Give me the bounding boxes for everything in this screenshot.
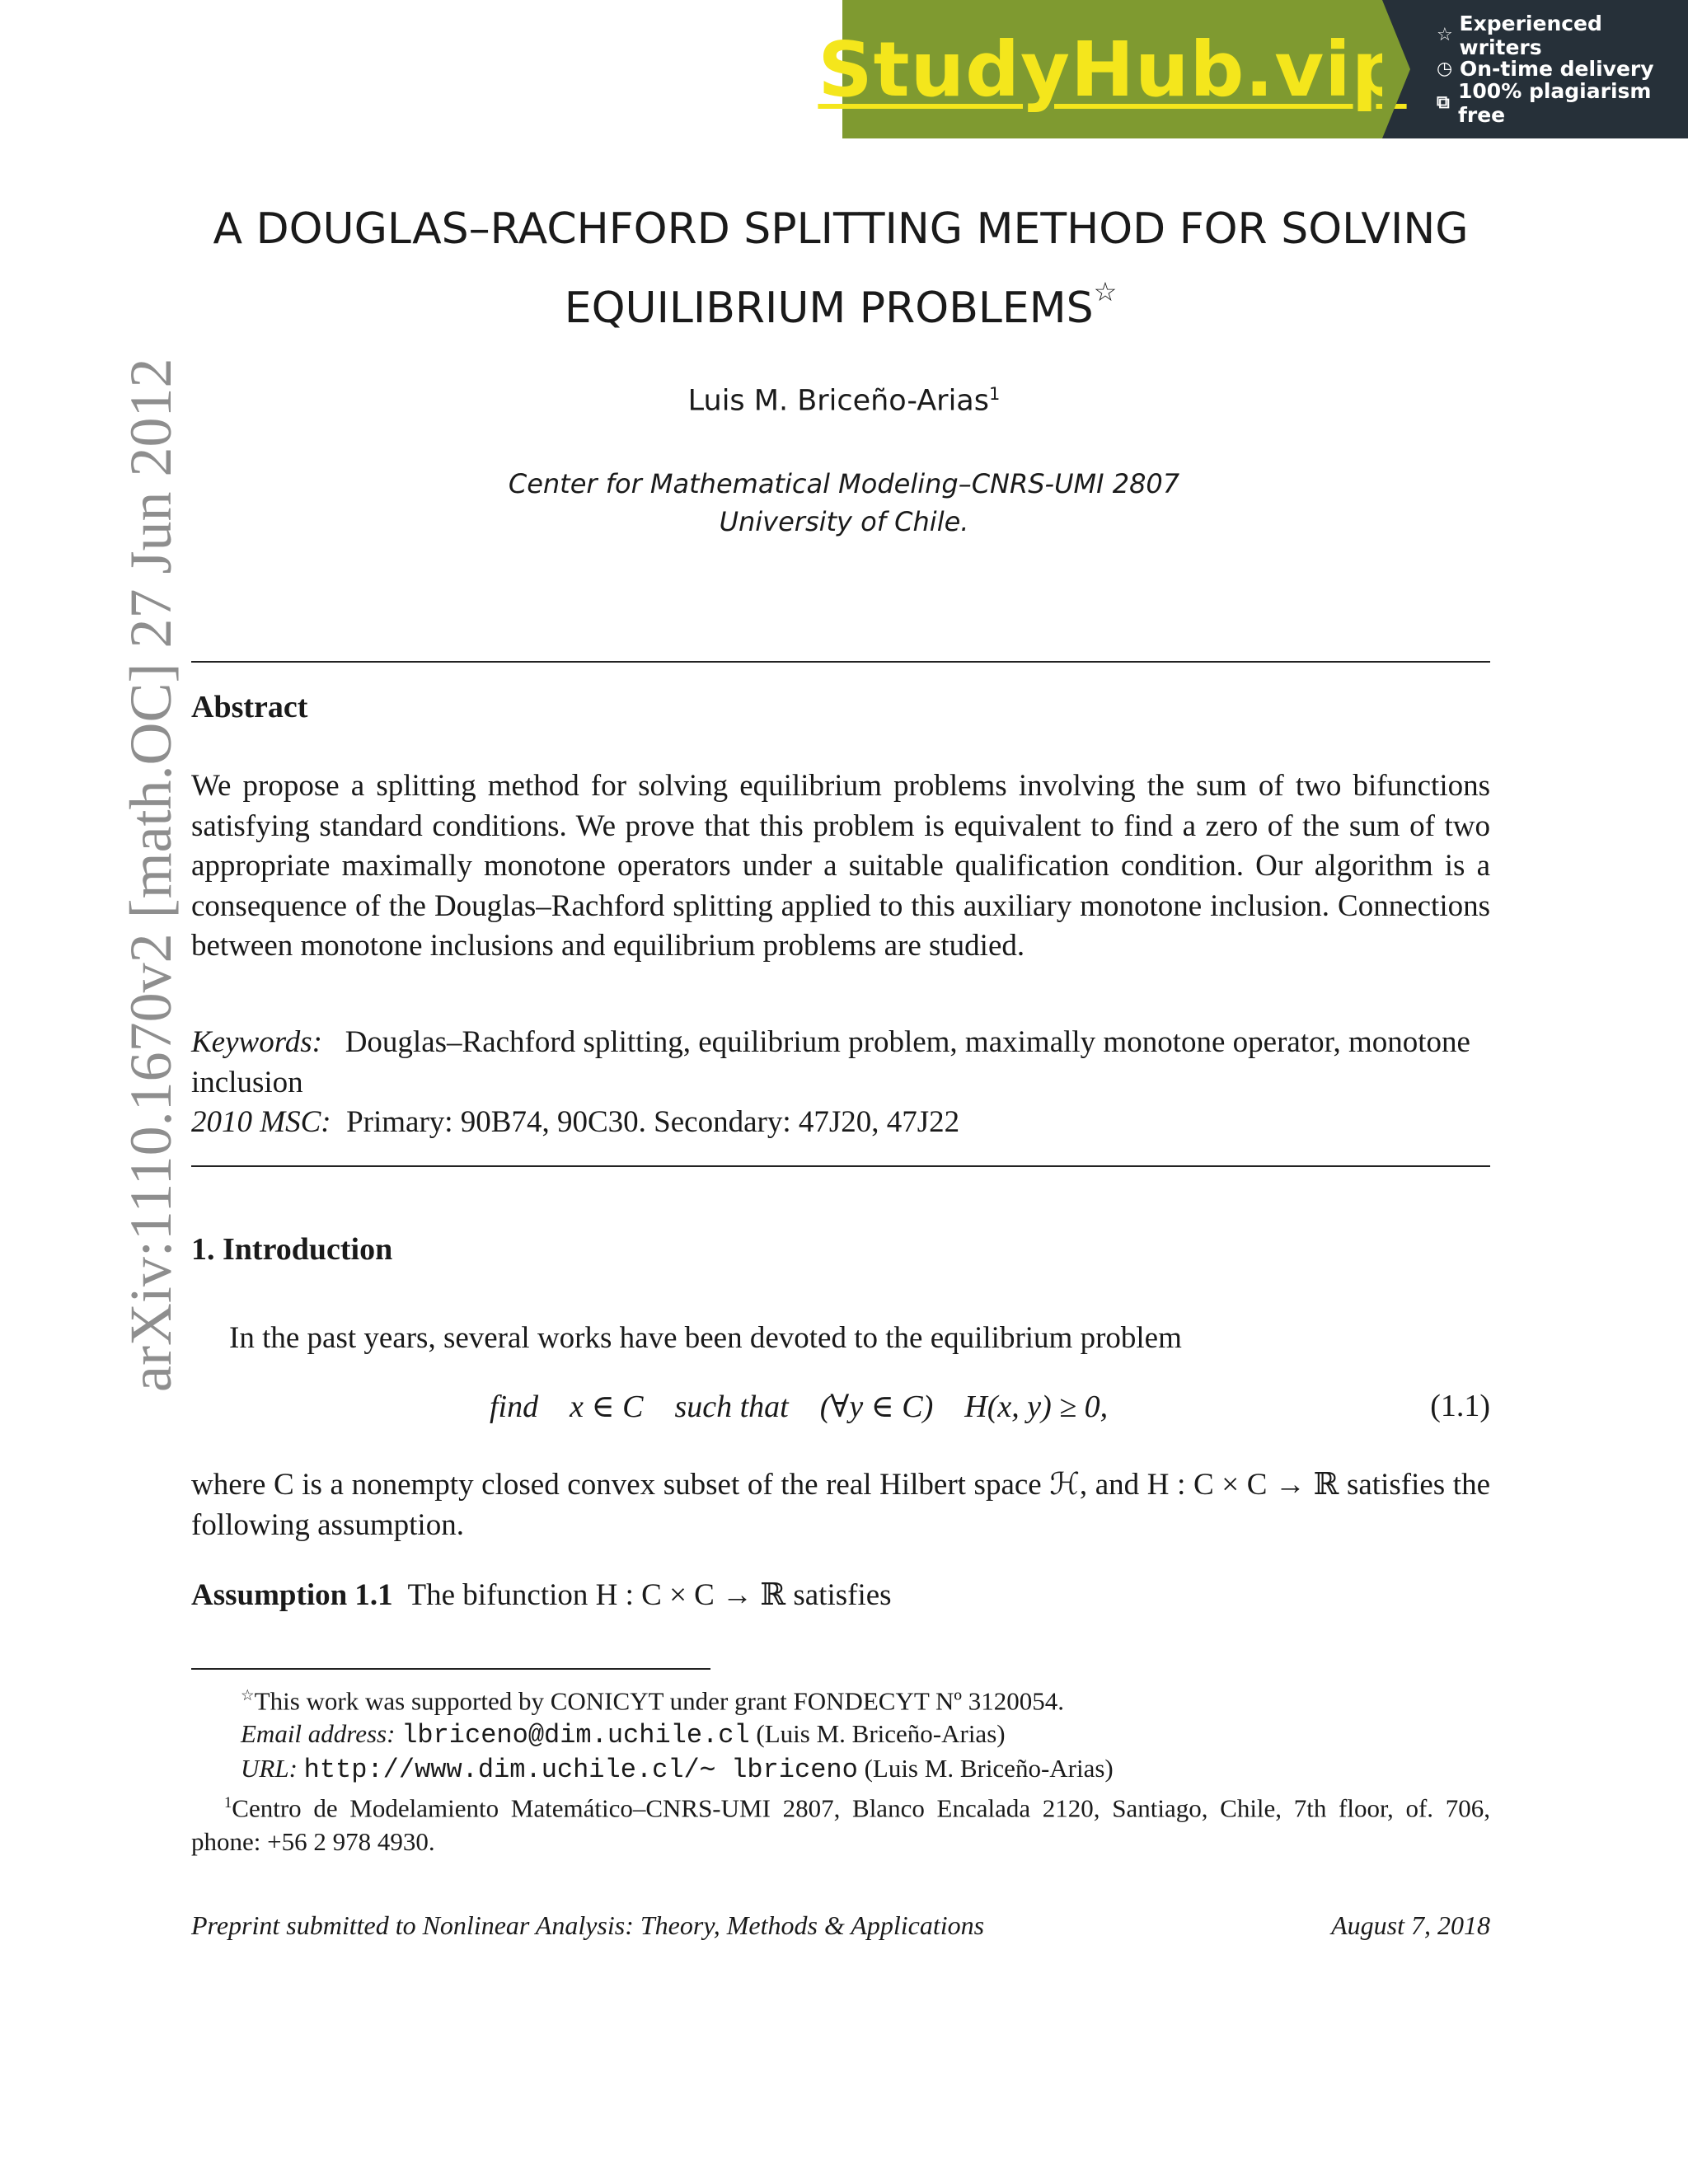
feature-plagiarism-free [1437, 78, 1688, 127]
studyhub-banner[interactable] [818, 0, 1688, 138]
url-owner: (Luis M. Briceño-Arias) [864, 1754, 1114, 1783]
assumption-1-1 [191, 1576, 1490, 1616]
brand-logo[interactable] [818, 0, 1407, 138]
keywords-text: Douglas–Rachford splitting, equilibrium problem, maximally monotone operator, monotone inclusion [191, 1025, 1470, 1099]
footnote-support-text: This work was supported by CONICYT under grant FONDECYT Nº 3120054. [254, 1686, 1064, 1716]
title-line-2 [191, 260, 1490, 340]
intro-paragraph-2: where C is a nonempty closed convex subset of the real Hilbert space ℋ, and H : C × C → ℝ satisfies the following assumption. [191, 1468, 1490, 1542]
footnote-email [191, 1718, 1490, 1752]
title-star-mark: ☆ [1093, 276, 1118, 307]
clock-icon: ◷ [1437, 59, 1453, 79]
copy-icon: ⧉ [1437, 92, 1450, 113]
url-link[interactable]: http://www.dim.uchile.cl/∼ lbriceno [303, 1755, 858, 1786]
keywords-label: Keywords: [191, 1025, 322, 1059]
abstract-heading: Abstract [191, 690, 308, 724]
abstract-text: We propose a splitting method for solving equilibrium problems involving the sum of two bifunctions satisfying standard conditions. We prove that this problem is equivalent to find a zero of the sum of two appropriate maximally monotone operators under a suitable qualification condition. Our algorithm is a consequence of the Douglas–Rachford splitting applied to this auxiliary monotone inclusion. Connections between monotone inclusions and equilibrium problems are studied. [191, 769, 1490, 963]
author-footnote-mark: 1 [988, 384, 1001, 404]
email-owner: (Luis M. Briceño-Arias) [756, 1719, 1006, 1749]
url-label: URL: [241, 1754, 298, 1783]
arxiv-identifier-stamp: arXiv:1110.1670v2 [math.OC] 27 Jun 2012 [118, 358, 184, 1392]
banner-features [1382, 0, 1688, 138]
email-link[interactable]: lbriceno@dim.uchile.cl [401, 1720, 750, 1751]
msc-text: Primary: 90B74, 90C30. Secondary: 47J20, 47J22 [346, 1105, 960, 1139]
feature-label: 100% plagiarism free [1458, 78, 1652, 127]
footnote-1-mark: 1 [224, 1794, 232, 1812]
affiliation [0, 465, 1688, 541]
assumption-label: Assumption 1.1 [191, 1578, 393, 1612]
footnote-affiliation [191, 1787, 1490, 1858]
feature-label: On-time delivery [1460, 57, 1654, 81]
title-line-2-text: EQUILIBRIUM PROBLEMS [564, 284, 1094, 333]
affiliation-line-2: University of Chile. [719, 506, 969, 537]
preprint-journal: Preprint submitted to Nonlinear Analysis: Theory, Methods & Applications [191, 1910, 985, 1940]
affiliation-line-1: Center for Mathematical Modeling–CNRS-UMI 2807 [508, 468, 1180, 499]
abstract-top-rule [191, 661, 1490, 663]
title-line-1: A DOUGLAS–RACHFORD SPLITTING METHOD FOR SOLVING [213, 204, 1469, 254]
msc-label: 2010 MSC: [191, 1105, 331, 1139]
abstract-bottom-rule [191, 1165, 1490, 1167]
feature-label: Experienced writers [1459, 11, 1602, 59]
keywords [191, 1023, 1490, 1143]
star-icon: ☆ [1437, 25, 1453, 45]
footnote-rule [191, 1668, 710, 1670]
footnote-affiliation-text: Centro de Modelamiento Matemático–CNRS-UMI 2807, Blanco Encalada 2120, Santiago, Chile, 7th floor, of. 706, phone: +56 2 978 4930. [191, 1793, 1490, 1856]
introduction-heading: 1. Introduction [191, 1232, 393, 1267]
footnote-url [191, 1752, 1490, 1787]
equation-1-1 [191, 1388, 1490, 1437]
brand-name: StudyHub.vip [818, 25, 1407, 114]
equation-number: (1.1) [1430, 1389, 1490, 1423]
feature-experienced-writers [1437, 11, 1688, 59]
assumption-text: The bifunction H : C × C → ℝ satisfies [407, 1578, 892, 1612]
footnotes [191, 1680, 1490, 1858]
intro-paragraph-1: In the past years, several works have been devoted to the equilibrium problem [229, 1321, 1182, 1355]
author-name: Luis M. Briceño-Arias [687, 384, 989, 418]
preprint-date: August 7, 2018 [1331, 1910, 1490, 1940]
preprint-line [191, 1910, 1490, 1941]
equation-body: find x ∈ C such that (∀y ∈ C) H(x, y) ≥ 0, [490, 1390, 1109, 1424]
paper-title [191, 198, 1490, 340]
footnote-star-mark: ☆ [241, 1687, 255, 1704]
footnote-support [191, 1680, 1490, 1718]
author [0, 384, 1688, 418]
email-label: Email address: [241, 1719, 396, 1749]
